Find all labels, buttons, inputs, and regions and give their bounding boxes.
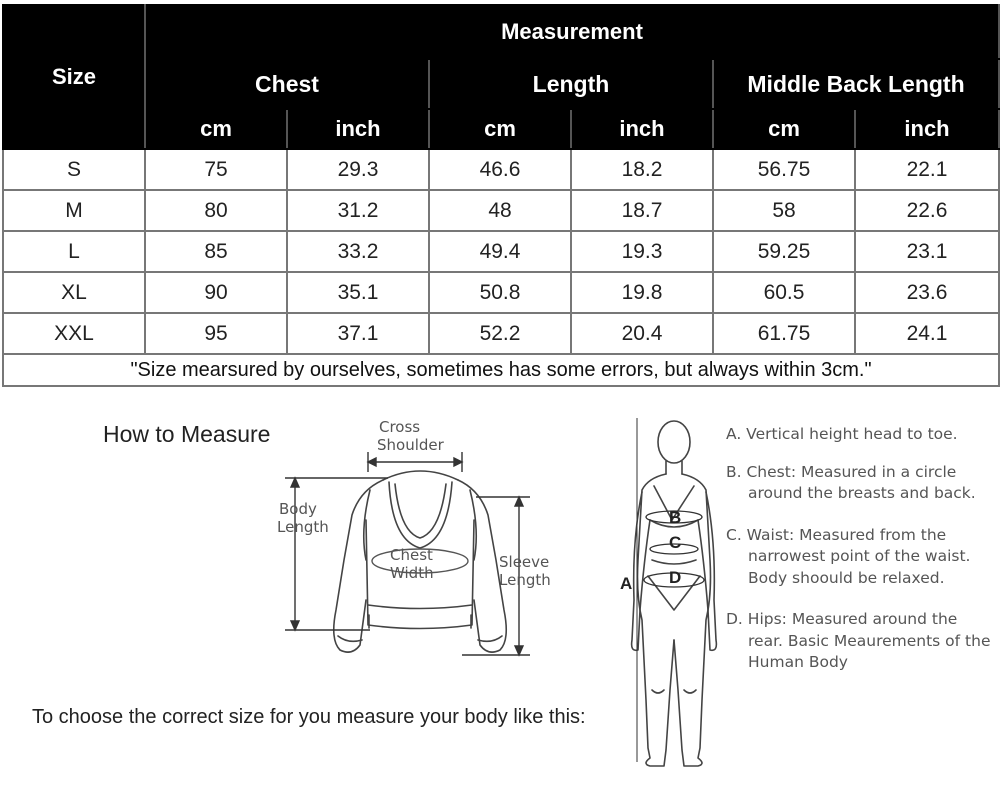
unit-header: cm (145, 109, 287, 149)
measurement-cell: 22.1 (855, 149, 999, 190)
measurement-cell: 95 (145, 313, 287, 354)
measurement-cell: 31.2 (287, 190, 429, 231)
measurement-cell: 18.7 (571, 190, 713, 231)
measurement-cell: 22.6 (855, 190, 999, 231)
measurement-cell: 80 (145, 190, 287, 231)
legend-item-b: B. Chest: Measured in a circle around the breasts and back. (726, 462, 976, 502)
measurement-cell: 35.1 (287, 272, 429, 313)
body-length-label: Length (277, 518, 329, 536)
cross-shoulder-arrow (368, 452, 462, 472)
measurement-cell: 33.2 (287, 231, 429, 272)
chest-width-label: Chest (390, 546, 433, 564)
measurement-cell: 19.8 (571, 272, 713, 313)
measurement-cell: 23.1 (855, 231, 999, 272)
size-cell: XXL (3, 313, 145, 354)
measurement-cell: 50.8 (429, 272, 571, 313)
measurement-cell: 75 (145, 149, 287, 190)
measurement-cell: 58 (713, 190, 855, 231)
measurement-cell: 23.6 (855, 272, 999, 313)
measurement-legend (726, 424, 991, 694)
measurement-cell: 52.2 (429, 313, 571, 354)
body-letter-a: A (620, 574, 633, 593)
measurement-cell: 24.1 (855, 313, 999, 354)
legend-item-a: A. Vertical height head to toe. (726, 425, 958, 443)
measurement-cell: 59.25 (713, 231, 855, 272)
measurement-cell: 46.6 (429, 149, 571, 190)
unit-header: inch (287, 109, 429, 149)
size-cell: L (3, 231, 145, 272)
body-figure-illustration (632, 421, 717, 766)
size-cell: XL (3, 272, 145, 313)
size-cell: S (3, 149, 145, 190)
cross-shoulder-label: Cross (379, 418, 421, 436)
unit-header: cm (713, 109, 855, 149)
choose-size-instruction: To choose the correct size for you measure your body like this: (32, 706, 586, 728)
unit-header: cm (429, 109, 571, 149)
measurement-cell: 90 (145, 272, 287, 313)
measurement-cell: 85 (145, 231, 287, 272)
measurement-cell: 29.3 (287, 149, 429, 190)
legend-item-d: D. Hips: Measured around the rear. Basic Meaurements of the Human Body (726, 610, 991, 671)
body-letter-d: D (669, 568, 682, 587)
measurement-cell: 60.5 (713, 272, 855, 313)
measurement-cell: 48 (429, 190, 571, 231)
measurement-cell: 19.3 (571, 231, 713, 272)
table-note: "Size mearsured by ourselves, sometimes has some errors, but always within 3cm." (3, 354, 999, 386)
measurement-header: Measurement (145, 5, 999, 59)
sleeve-length-label: Sleeve (499, 553, 550, 571)
measurement-cell: 20.4 (571, 313, 713, 354)
unit-header: inch (855, 109, 999, 149)
measurement-cell: 37.1 (287, 313, 429, 354)
middle-back-length-header: Middle Back Length (713, 59, 999, 109)
cross-shoulder-label: Shoulder (377, 436, 444, 454)
body-letter-c: C (669, 533, 682, 552)
measurement-cell: 18.2 (571, 149, 713, 190)
size-cell: M (3, 190, 145, 231)
legend-item-c: C. Waist: Measured from the narrowest point of the waist. Body shoould be relaxed. (726, 525, 971, 587)
measurement-cell: 61.75 (713, 313, 855, 354)
sleeve-length-label: Length (499, 571, 551, 589)
how-to-measure-title: How to Measure (103, 421, 271, 447)
size-header: Size (3, 5, 145, 149)
measurement-cell: 56.75 (713, 149, 855, 190)
body-letter-b: B (669, 508, 682, 527)
body-length-label: Body (279, 500, 317, 518)
measurement-cell: 49.4 (429, 231, 571, 272)
unit-header: inch (571, 109, 713, 149)
chest-width-label: Width (390, 564, 434, 582)
length-header: Length (429, 59, 713, 109)
chest-header: Chest (145, 59, 429, 109)
